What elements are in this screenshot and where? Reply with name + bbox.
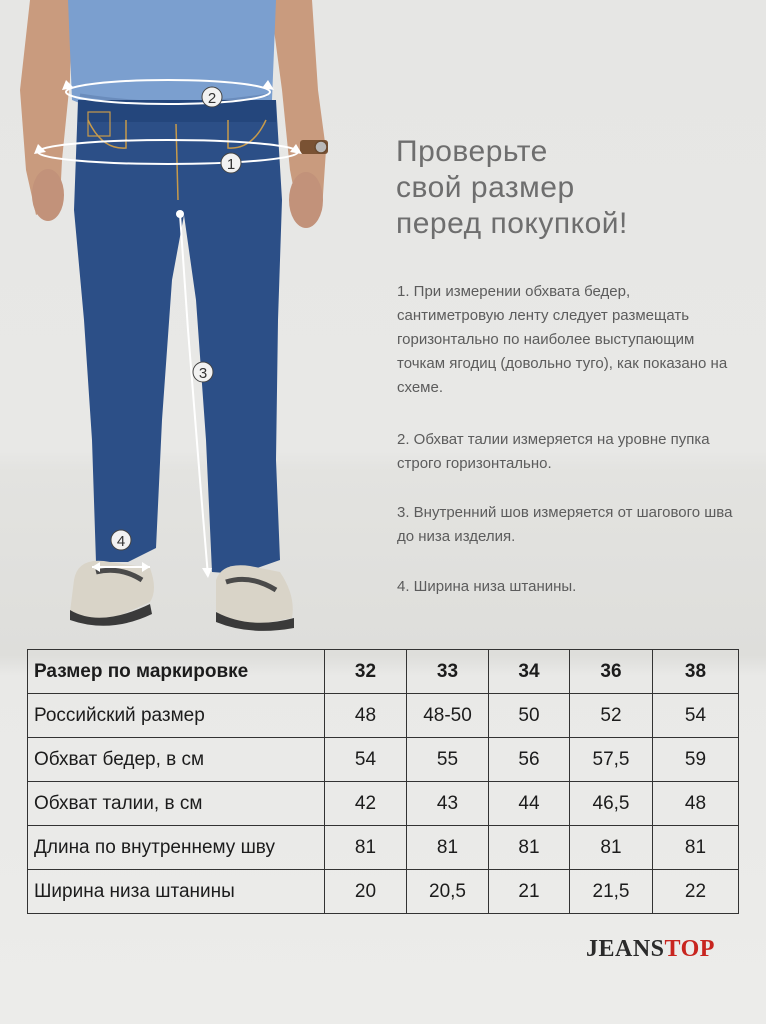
marker-2-label: 2	[207, 90, 217, 107]
table-cell: 20,5	[407, 870, 489, 914]
table-row	[28, 694, 739, 738]
note-inseam: 3. Внутренний шов измеряется от шагового шва до низа изделия.	[397, 504, 733, 545]
table-header-row	[28, 650, 739, 694]
table-row	[28, 782, 739, 826]
table-cell: 54	[653, 694, 739, 738]
size-col-header: 32	[325, 650, 407, 694]
table-cell: 59	[653, 738, 739, 782]
table-cell: 44	[489, 782, 570, 826]
row-label: Российский размер	[28, 694, 325, 738]
right-hand	[289, 172, 323, 228]
right-shoe	[216, 565, 293, 626]
logo-part-1: JEANS	[586, 936, 665, 962]
row-label: Длина по внутреннему шву	[28, 826, 325, 870]
jeanstop-logo	[586, 936, 715, 963]
table-cell: 81	[489, 826, 570, 870]
marker-4-label: 4	[116, 533, 126, 550]
page-heading	[396, 134, 756, 242]
row-label: Обхват бедер, в см	[28, 738, 325, 782]
marker-3-label: 3	[198, 365, 208, 382]
table-cell: 42	[325, 782, 407, 826]
table-cell: 81	[570, 826, 653, 870]
table-cell: 21	[489, 870, 570, 914]
table-cell: 81	[407, 826, 489, 870]
size-col-header: 34	[489, 650, 570, 694]
table-cell: 20	[325, 870, 407, 914]
table-cell: 43	[407, 782, 489, 826]
note-leg-width: 4. Ширина низа штанины.	[397, 578, 577, 595]
table-cell: 57,5	[570, 738, 653, 782]
size-table	[27, 649, 739, 914]
table-cell: 81	[653, 826, 739, 870]
row-label: Обхват талии, в см	[28, 782, 325, 826]
note-waist: 2. Обхват талии измеряется на уровне пупка строго горизонтально.	[397, 431, 710, 472]
size-col-header: 38	[653, 650, 739, 694]
table-row	[28, 870, 739, 914]
header-label: Размер по маркировке	[28, 650, 325, 694]
heading-line-3: перед покупкой!	[396, 207, 628, 240]
table-cell: 81	[325, 826, 407, 870]
t-shirt	[68, 0, 276, 108]
table-row	[28, 738, 739, 782]
marker-1-label: 1	[226, 156, 236, 173]
marker-1	[221, 153, 241, 173]
table-cell: 48	[325, 694, 407, 738]
table-cell: 22	[653, 870, 739, 914]
table-row	[28, 826, 739, 870]
table-cell: 50	[489, 694, 570, 738]
table-cell: 48-50	[407, 694, 489, 738]
jeans	[74, 100, 282, 574]
marker-2	[202, 87, 222, 107]
row-label: Ширина низа штанины	[28, 870, 325, 914]
marker-4	[111, 530, 131, 550]
table-cell: 55	[407, 738, 489, 782]
model-figure	[0, 0, 380, 640]
note-hips: 1. При измерении обхвата бедер, сантиметровую ленту следует размещать горизонтально по наиболее выступающим точкам ягодиц (довольно туго), как показано на схеме.	[397, 283, 728, 396]
table-cell: 54	[325, 738, 407, 782]
left-hand	[32, 169, 64, 221]
size-col-header: 33	[407, 650, 489, 694]
marker-3	[193, 362, 213, 382]
logo-part-2: TOP	[664, 936, 715, 962]
table-cell: 56	[489, 738, 570, 782]
table-cell: 52	[570, 694, 653, 738]
table-cell: 21,5	[570, 870, 653, 914]
size-col-header: 36	[570, 650, 653, 694]
heading-line-2: свой размер	[396, 171, 575, 204]
table-cell: 48	[653, 782, 739, 826]
table-cell: 46,5	[570, 782, 653, 826]
heading-line-1: Проверьте	[396, 135, 548, 168]
